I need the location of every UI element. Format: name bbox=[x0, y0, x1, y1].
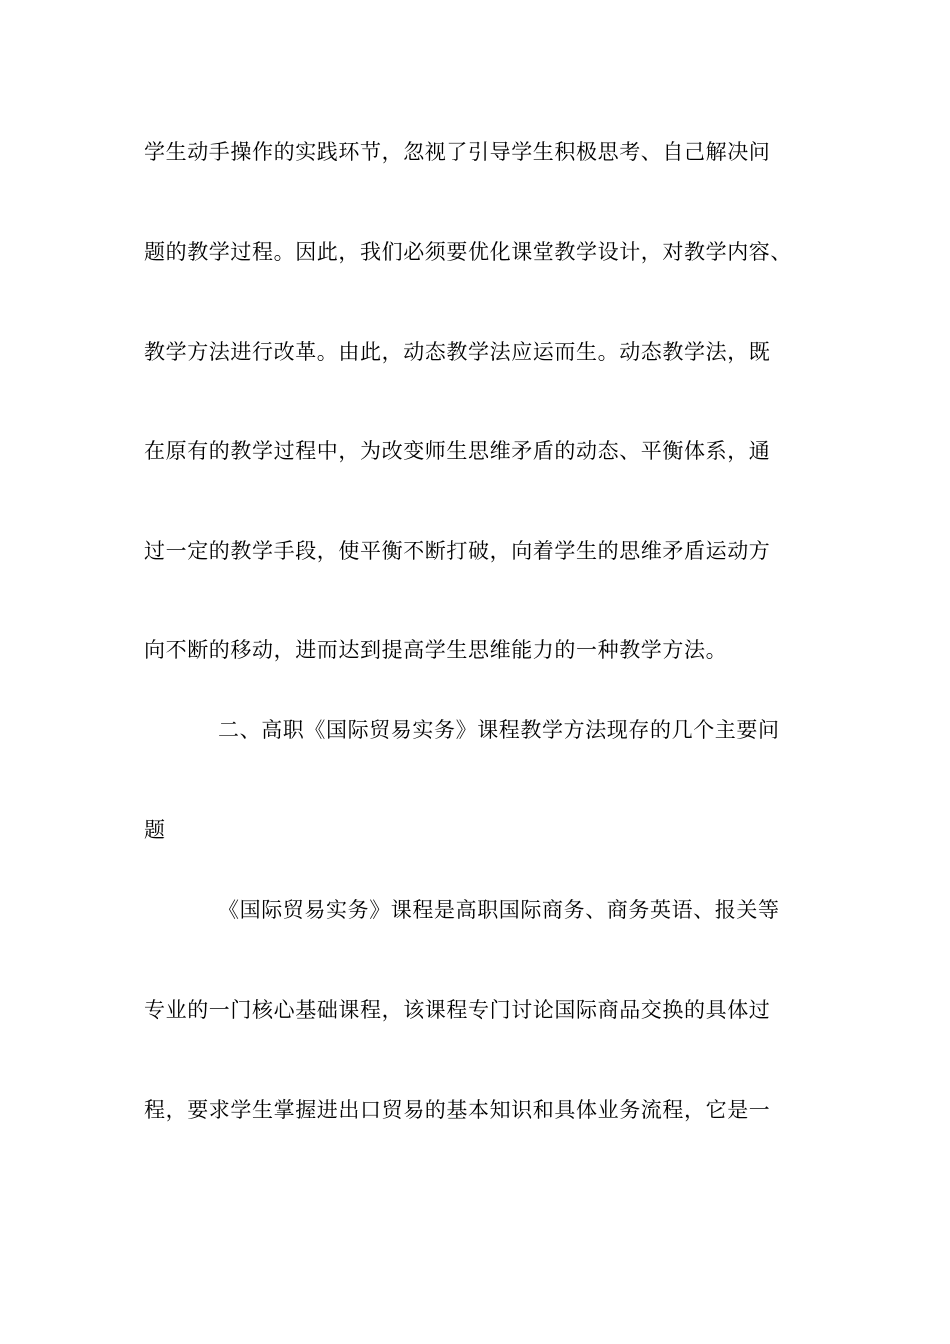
body-text-line: 《国际贸易实务》课程是高职国际商务、商务英语、报关等 bbox=[218, 898, 780, 922]
body-text-line: 向不断的移动，进而达到提高学生思维能力的一种教学方法。 bbox=[144, 638, 728, 662]
body-text-line: 在原有的教学过程中，为改变师生思维矛盾的动态、平衡体系，通 bbox=[144, 439, 771, 463]
body-text-line: 学生动手操作的实践环节，忽视了引导学生积极思考、自己解决问 bbox=[144, 140, 771, 164]
body-text-line: 题的教学过程。因此，我们必须要优化课堂教学设计，对教学内容、 bbox=[144, 240, 792, 264]
body-text-line: 专业的一门核心基础课程，该课程专门讨论国际商品交换的具体过 bbox=[144, 998, 771, 1022]
section-heading-line: 二、高职《国际贸易实务》课程教学方法现存的几个主要问 bbox=[218, 718, 780, 742]
section-heading-line: 题 bbox=[144, 818, 166, 842]
body-text-line: 过一定的教学手段，使平衡不断打破，向着学生的思维矛盾运动方 bbox=[144, 539, 771, 563]
body-text-line: 教学方法进行改革。由此，动态教学法应运而生。动态教学法，既 bbox=[144, 340, 771, 364]
body-text-line: 程，要求学生掌握进出口贸易的基本知识和具体业务流程，它是一 bbox=[144, 1098, 771, 1122]
